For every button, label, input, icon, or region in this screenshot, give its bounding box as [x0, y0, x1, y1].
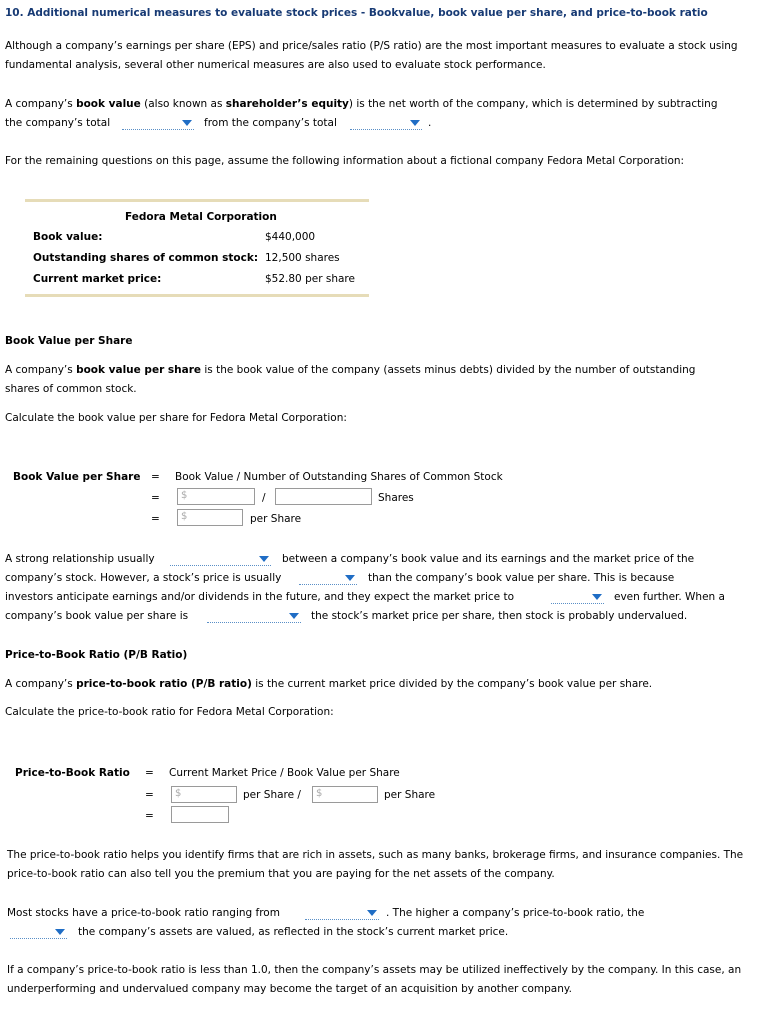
shares-input[interactable]: [275, 488, 372, 505]
bvps-heading: Book Value per Share: [5, 335, 133, 347]
pb-help-paragraph: The price-to-book ratio helps you identify firms that are rich in assets, such as many banks, brokerage firms, and insurance companies. The price-to-book ratio can also tell you the premium that you are paying for the net assets of the company.: [7, 849, 744, 880]
relationship-text: A strong relationship usually: [5, 553, 155, 565]
pb-range-text: the company’s assets are valued, as reflected in the stock’s current market price.: [78, 926, 509, 938]
relationship-text: company’s stock. However, a stock’s price is usually: [5, 572, 282, 584]
total-dropdown-1[interactable]: [122, 117, 194, 130]
market-price-dropdown[interactable]: [551, 591, 604, 604]
relationship-dropdown[interactable]: [170, 553, 271, 566]
chevron-down-icon: [289, 613, 299, 619]
table-row-value: $440,000: [265, 231, 316, 243]
closing-paragraph: If a company’s price-to-book ratio is less than 1.0, then the company’s assets may be utilized ineffectively by the company. In this case, an underperforming and undervalued company may become the target of an acquisition by another company.: [7, 964, 742, 995]
pb-range-dropdown[interactable]: [305, 907, 379, 920]
bvps-formula: Book Value / Number of Outstanding Shares of Common Stock: [175, 471, 503, 483]
per-share-unit: per Share: [384, 789, 436, 801]
period: .: [428, 117, 432, 129]
shares-unit: Shares: [378, 492, 414, 504]
book-value-line2-a: the company’s total: [5, 117, 111, 129]
price-comparison-dropdown[interactable]: [299, 572, 357, 585]
company-table-title: Fedora Metal Corporation: [125, 211, 277, 223]
pb-formula: Current Market Price / Book Value per Share: [169, 767, 400, 779]
relationship-text: investors anticipate earnings and/or dividends in the future, and they expect the market price to: [5, 591, 514, 603]
relationship-text: even further. When a: [614, 591, 725, 603]
pb-heading: Price-to-Book Ratio (P/B Ratio): [5, 649, 188, 661]
chevron-down-icon: [410, 120, 420, 126]
bvps-definition: A company’s book value per share is the book value of the company (assets minus debts) divided by the number of outstanding: [5, 364, 696, 376]
intro-paragraph: Although a company’s earnings per share (EPS) and price/sales ratio (P/S ratio) are the most important measures to evaluate a stock using fundamental analysis, several other numerical measures are also used to evaluate stock performance.: [5, 40, 738, 71]
per-share-unit: per Share: [250, 513, 302, 525]
book-value-input[interactable]: $: [177, 488, 255, 505]
equals-sign: =: [151, 492, 160, 504]
chevron-down-icon: [182, 120, 192, 126]
assume-text: For the remaining questions on this page, assume the following information about a fictional company Fedora Metal Corporation:: [5, 155, 685, 167]
chevron-down-icon: [259, 556, 269, 562]
pb-label: Price-to-Book Ratio: [15, 767, 130, 779]
table-row-label: Outstanding shares of common stock:: [33, 252, 259, 264]
pb-range-text: . The higher a company’s price-to-book ratio, the: [386, 907, 645, 919]
equals-sign: =: [145, 767, 154, 779]
divide-slash: /: [262, 492, 266, 504]
valuation-dropdown[interactable]: [10, 926, 67, 939]
table-row-label: Book value:: [33, 231, 103, 243]
bvps-input[interactable]: $: [312, 786, 378, 803]
table-row-value: $52.80 per share: [265, 273, 355, 285]
per-share-unit: per Share /: [243, 789, 301, 801]
chevron-down-icon: [345, 575, 355, 581]
book-value-definition: A company’s book value (also known as shareholder’s equity) is the net worth of the company, which is determined by subtracting: [5, 98, 718, 110]
question-title: 10. Additional numerical measures to evaluate stock prices - Bookvalue, book value per share, and price-to-book ratio: [5, 7, 708, 19]
book-value-line2-b: from the company’s total: [204, 117, 337, 129]
pb-result-input[interactable]: [171, 806, 229, 823]
equals-sign: =: [145, 810, 154, 822]
pb-definition: A company’s price-to-book ratio (P/B ratio) is the current market price divided by the company’s book value per share.: [5, 678, 653, 690]
total-dropdown-2[interactable]: [350, 117, 422, 130]
table-row-label: Current market price:: [33, 273, 162, 285]
relationship-text: the stock’s market price per share, then stock is probably undervalued.: [311, 610, 688, 622]
bvps-label: Book Value per Share: [13, 471, 141, 483]
chevron-down-icon: [592, 594, 602, 600]
equals-sign: =: [151, 471, 160, 483]
chevron-down-icon: [367, 910, 377, 916]
table-row-value: 12,500 shares: [265, 252, 340, 264]
pb-instruction: Calculate the price-to-book ratio for Fedora Metal Corporation:: [5, 706, 334, 718]
bvps-result-input[interactable]: $: [177, 509, 243, 526]
relationship-text: than the company’s book value per share. This is because: [368, 572, 675, 584]
bvps-definition-cont: shares of common stock.: [5, 383, 137, 395]
bvps-comparison-dropdown[interactable]: [207, 610, 301, 623]
equals-sign: =: [145, 789, 154, 801]
equals-sign: =: [151, 513, 160, 525]
pb-range-text: Most stocks have a price-to-book ratio ranging from: [7, 907, 280, 919]
relationship-text: between a company’s book value and its earnings and the market price of the: [282, 553, 695, 565]
chevron-down-icon: [55, 929, 65, 935]
bvps-instruction: Calculate the book value per share for Fedora Metal Corporation:: [5, 412, 347, 424]
relationship-text: company’s book value per share is: [5, 610, 189, 622]
market-price-input[interactable]: $: [171, 786, 237, 803]
